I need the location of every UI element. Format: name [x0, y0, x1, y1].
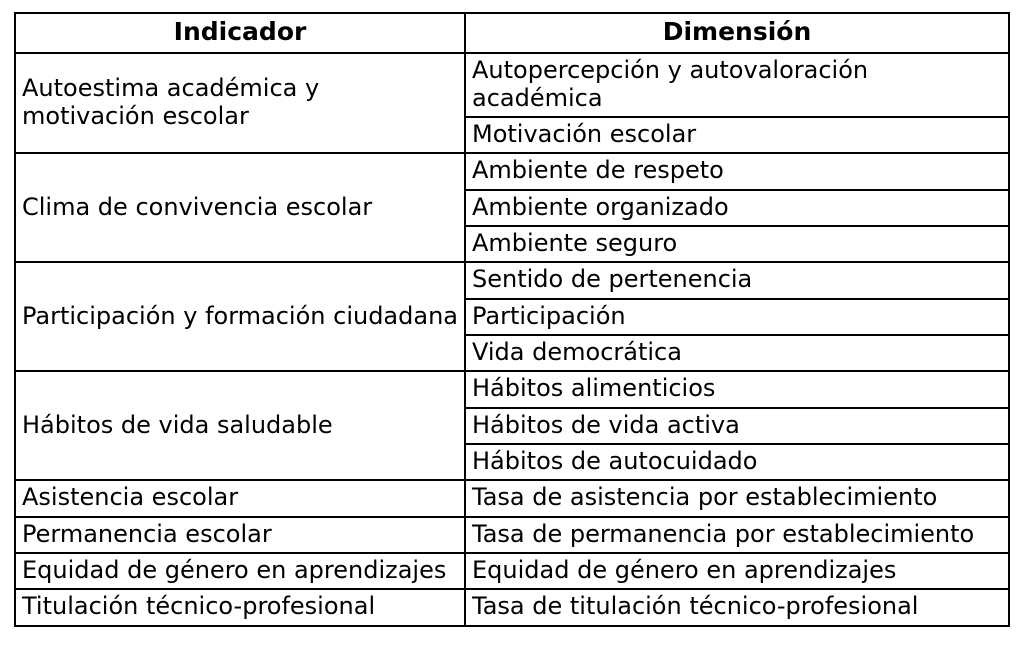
table-row — [15, 53, 1009, 118]
indicator-cell: Permanencia escolar — [15, 517, 465, 553]
dimension-cell: Sentido de pertenencia — [465, 262, 1009, 298]
dimension-cell: Hábitos de autocuidado — [465, 444, 1009, 480]
table-row — [15, 371, 1009, 407]
indicator-cell: Titulación técnico-profesional — [15, 589, 465, 625]
table-row — [15, 153, 1009, 189]
table-body — [15, 53, 1009, 626]
table-row — [15, 480, 1009, 516]
dimension-cell: Ambiente de respeto — [465, 153, 1009, 189]
indicator-cell: Autoestima académica y motivación escolar — [15, 53, 465, 154]
dimension-cell: Ambiente seguro — [465, 226, 1009, 262]
column-header-dimension: Dimensión — [465, 13, 1009, 53]
table-header — [15, 13, 1009, 53]
dimension-cell: Participación — [465, 299, 1009, 335]
indicator-cell: Participación y formación ciudadana — [15, 262, 465, 371]
dimension-cell: Ambiente organizado — [465, 190, 1009, 226]
dimension-cell: Tasa de titulación técnico-profesional — [465, 589, 1009, 625]
dimension-cell: Equidad de género en aprendizajes — [465, 553, 1009, 589]
indicator-cell: Equidad de género en aprendizajes — [15, 553, 465, 589]
table-header-row — [15, 13, 1009, 53]
dimension-cell: Vida democrática — [465, 335, 1009, 371]
table-row — [15, 553, 1009, 589]
dimension-cell: Hábitos de vida activa — [465, 408, 1009, 444]
column-header-indicador: Indicador — [15, 13, 465, 53]
table-row — [15, 262, 1009, 298]
dimension-cell: Autopercepción y autovaloración académica — [465, 53, 1009, 118]
indicators-dimensions-table — [14, 12, 1010, 627]
indicator-cell: Clima de convivencia escolar — [15, 153, 465, 262]
indicator-cell: Asistencia escolar — [15, 480, 465, 516]
table-row — [15, 517, 1009, 553]
dimension-cell: Tasa de permanencia por establecimiento — [465, 517, 1009, 553]
table-row — [15, 589, 1009, 625]
dimension-cell: Motivación escolar — [465, 117, 1009, 153]
indicator-cell: Hábitos de vida saludable — [15, 371, 465, 480]
dimension-cell: Tasa de asistencia por establecimiento — [465, 480, 1009, 516]
dimension-cell: Hábitos alimenticios — [465, 371, 1009, 407]
